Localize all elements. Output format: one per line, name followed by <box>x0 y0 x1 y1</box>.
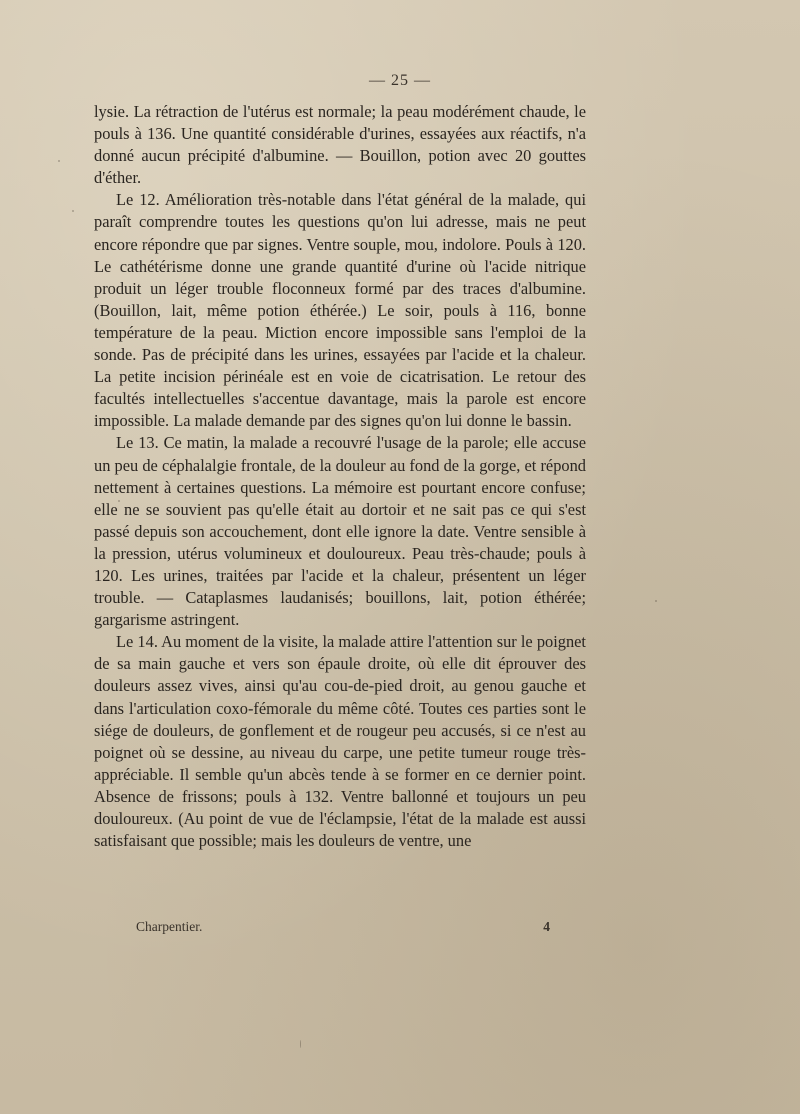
paper-speck <box>72 210 74 212</box>
paragraph-day-13: Le 13. Ce matin, la malade a recouvré l'usage de la parole; elle accuse un peu de céphalalgie frontale, de la douleur au fond de la gorge, et répond nettement à certaines questions. La mémoire est pourtant encore confuse; elle ne se souvient pas qu'elle était au dortoir et ne sait pas ce qui s'est passé depuis son accouchement, dont elle ignore la date. Ventre sensible à la pression, utérus volumineux et douloureux. Peau très-chaude; pouls à 120. Les urines, traitées par l'acide et la chaleur, présentent un léger trouble. — Cataplasmes laudanisés; bouillons, lait, potion éthérée; gargarisme astringent. <box>94 433 586 630</box>
paper-speck <box>300 1040 301 1048</box>
footer-signature-mark: 4 <box>543 919 550 934</box>
paper-speck <box>58 160 60 162</box>
paper-speck <box>655 600 657 602</box>
paragraph-continuation: lysie. La rétraction de l'utérus est normale; la peau modérément chaude, le pouls à 136. Une quantité considérable d'urines, essayées aux réactifs, n'a donné aucun précipité d'albumine. — Bouillon, potion avec 20 gouttes d'éther. <box>94 102 586 188</box>
body-text <box>94 101 586 852</box>
paper-speck <box>118 500 120 502</box>
footer-author: Charpentier. <box>136 919 203 934</box>
paragraph-day-12: Le 12. Amélioration très-notable dans l'état général de la malade, qui paraît comprendre toutes les questions qu'on lui adresse, mais ne peut encore répondre que par signes. Ventre souple, mou, indolore. Pouls à 120. Le cathétérisme donne une grande quantité d'urine où l'acide nitrique produit un léger trouble floconneux formé par des traces d'albumine. (Bouillon, lait, même potion éthérée.) Le soir, pouls à 116, bonne température de la peau. Miction encore impossible sans l'emploi de la sonde. Pas de précipité dans les urines, essayées par l'acide et la chaleur. La petite incision périnéale est en voie de cicatrisation. Le retour des facultés intellectuelles s'accentue davantage, mais la parole est encore impossible. La malade demande par des signes qu'on lui donne le bassin. <box>94 190 586 431</box>
page-number: — 25 — <box>369 72 431 89</box>
paragraph-day-14: Le 14. Au moment de la visite, la malade attire l'attention sur le poignet de sa main gauche et vers son épaule droite, où elle dit éprouver des douleurs assez vives, ainsi qu'au cou-de-pied droit, au genou gauche et dans l'articulation coxo-fémorale du même côté. Toutes ces parties sont le siége de douleurs, de gonflement et de rougeur peu accusés, si ce n'est au poignet où se dessine, au niveau du carpe, une petite tumeur rouge très-appréciable. Il semble qu'un abcès tende à se former en ce dernier point. Absence de frissons; pouls à 132. Ventre ballonné et toujours un peu douloureux. (Au point de vue de l'éclampsie, l'état de la malade est aussi satisfaisant que possible; mais les douleurs de ventre, une <box>94 632 586 851</box>
